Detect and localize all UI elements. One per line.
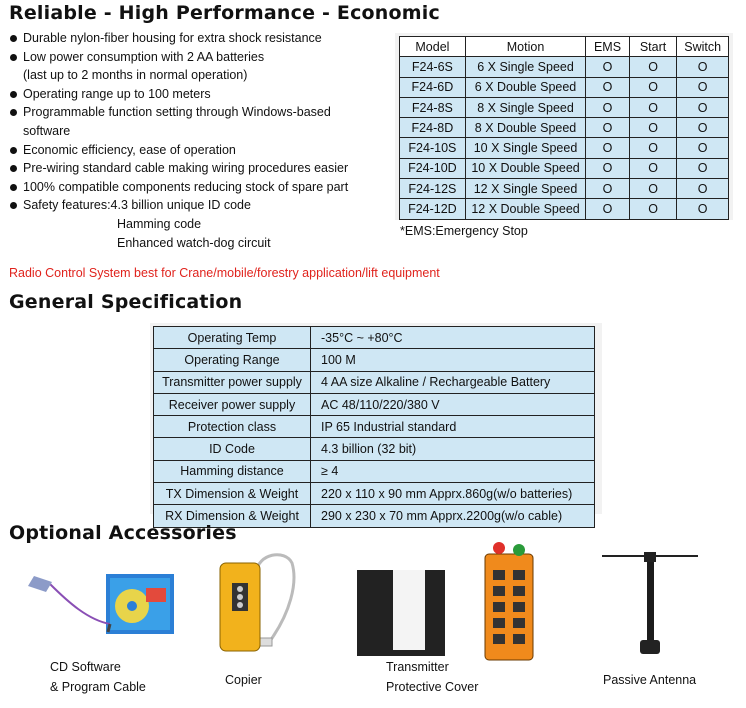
spec-key: ID Code — [154, 438, 311, 460]
spec-value: 100 M — [311, 349, 595, 371]
model-cell: O — [629, 199, 677, 219]
feature-item: Operating range up to 100 meters — [9, 85, 348, 104]
model-cell: F24-10S — [400, 138, 466, 158]
feature-item: Economic efficiency, ease of operation — [9, 141, 348, 160]
model-cell: F24-12D — [400, 199, 466, 219]
spec-row — [154, 393, 595, 415]
model-table — [399, 36, 729, 220]
model-cell: O — [629, 138, 677, 158]
caption-copier: Copier — [225, 673, 262, 687]
model-row — [400, 158, 729, 178]
spec-row — [154, 438, 595, 460]
model-cell: O — [677, 77, 729, 97]
spec-key: Operating Range — [154, 349, 311, 371]
spec-value: 290 x 230 x 70 mm Apprx.2200g(w/o cable) — [311, 505, 595, 527]
spec-row — [154, 327, 595, 349]
feature-item: (last up to 2 months in normal operation) — [23, 68, 248, 83]
feature-item: 100% compatible components reducing stock of spare part — [9, 178, 348, 197]
feature-item: Safety features:4.3 billion unique ID code — [9, 196, 348, 215]
col-start: Start — [629, 37, 677, 57]
caption-cd-software: CD Software & Program Cable — [50, 660, 146, 694]
spec-row — [154, 460, 595, 482]
model-cell: F24-6S — [400, 57, 466, 77]
model-cell: O — [677, 97, 729, 117]
model-cell: F24-10D — [400, 158, 466, 178]
spec-value: AC 48/110/220/380 V — [311, 393, 595, 415]
model-table-header — [400, 37, 729, 57]
model-cell: 12 X Single Speed — [465, 179, 585, 199]
feature-list — [9, 29, 348, 252]
model-cell: O — [677, 179, 729, 199]
model-row — [400, 199, 729, 219]
model-cell: 10 X Double Speed — [465, 158, 585, 178]
spec-key: TX Dimension & Weight — [154, 483, 311, 505]
col-ems: EMS — [586, 37, 630, 57]
model-cell: O — [586, 138, 630, 158]
model-cell: O — [629, 158, 677, 178]
model-cell: O — [677, 138, 729, 158]
caption-protective-cover: Transmitter Protective Cover — [386, 660, 479, 694]
spec-key: Protection class — [154, 416, 311, 438]
model-cell: O — [586, 57, 630, 77]
feature-indent-2: Enhanced watch-dog circuit — [117, 235, 271, 250]
spec-table-frame — [150, 323, 602, 524]
spec-value: 220 x 110 x 90 mm Apprx.860g(w/o batteries) — [311, 483, 595, 505]
model-cell: O — [629, 118, 677, 138]
col-model: Model — [400, 37, 466, 57]
caption-passive-antenna: Passive Antenna — [603, 673, 697, 687]
model-cell: O — [677, 118, 729, 138]
spec-value: 4 AA size Alkaline / Rechargeable Battery — [311, 371, 595, 393]
cd-software-image — [28, 562, 178, 640]
spec-value: IP 65 Industrial standard — [311, 416, 595, 438]
model-cell: O — [586, 179, 630, 199]
feature-item: Durable nylon-fiber housing for extra shock resistance — [9, 29, 348, 48]
copier-image — [200, 543, 300, 655]
model-cell: O — [677, 158, 729, 178]
model-cell: 8 X Single Speed — [465, 97, 585, 117]
spec-key: RX Dimension & Weight — [154, 505, 311, 527]
feature-item: Programmable function setting through Windows-based — [9, 103, 348, 122]
ems-note: *EMS:Emergency Stop — [400, 224, 528, 238]
model-row — [400, 77, 729, 97]
model-cell: O — [586, 158, 630, 178]
feature-item: Low power consumption with 2 AA batteries — [9, 48, 348, 67]
model-cell: O — [629, 77, 677, 97]
heading-reliable: Reliable - High Performance - Economic — [9, 2, 440, 24]
model-cell: O — [629, 97, 677, 117]
spec-value: 4.3 billion (32 bit) — [311, 438, 595, 460]
feature-item: Pre-wiring standard cable making wiring procedures easier — [9, 159, 348, 178]
feature-indent-1: Hamming code — [117, 216, 202, 231]
model-cell: F24-6D — [400, 77, 466, 97]
model-cell: 6 X Single Speed — [465, 57, 585, 77]
spec-row — [154, 416, 595, 438]
model-cell: 6 X Double Speed — [465, 77, 585, 97]
spec-key: Transmitter power supply — [154, 371, 311, 393]
model-cell: F24-8S — [400, 97, 466, 117]
heading-general-spec: General Specification — [9, 291, 243, 313]
spec-row — [154, 349, 595, 371]
model-cell: O — [586, 199, 630, 219]
spec-key: Receiver power supply — [154, 393, 311, 415]
spec-key: Operating Temp — [154, 327, 311, 349]
application-note: Radio Control System best for Crane/mobile/forestry application/lift equipment — [9, 266, 440, 280]
model-cell: O — [629, 179, 677, 199]
heading-optional-accessories: Optional Accessories — [9, 522, 237, 544]
protective-cover-image — [355, 540, 555, 662]
feature-item: software — [23, 123, 71, 138]
spec-table — [153, 326, 595, 528]
model-table-frame — [395, 33, 733, 220]
model-cell: 8 X Double Speed — [465, 118, 585, 138]
model-cell: F24-8D — [400, 118, 466, 138]
model-cell: O — [586, 118, 630, 138]
model-cell: 12 X Double Speed — [465, 199, 585, 219]
model-cell: F24-12S — [400, 179, 466, 199]
model-cell: O — [677, 199, 729, 219]
model-cell: O — [629, 57, 677, 77]
spec-key: Hamming distance — [154, 460, 311, 482]
col-switch: Switch — [677, 37, 729, 57]
model-cell: O — [677, 57, 729, 77]
spec-value: ≥ 4 — [311, 460, 595, 482]
model-cell: O — [586, 97, 630, 117]
model-cell: 10 X Single Speed — [465, 138, 585, 158]
spec-row — [154, 483, 595, 505]
spec-value: -35°C ~ +80°C — [311, 327, 595, 349]
model-row — [400, 138, 729, 158]
passive-antenna-image — [600, 542, 700, 660]
model-row — [400, 97, 729, 117]
model-row — [400, 179, 729, 199]
spec-row — [154, 371, 595, 393]
model-cell: O — [586, 77, 630, 97]
col-motion: Motion — [465, 37, 585, 57]
model-row — [400, 57, 729, 77]
model-row — [400, 118, 729, 138]
